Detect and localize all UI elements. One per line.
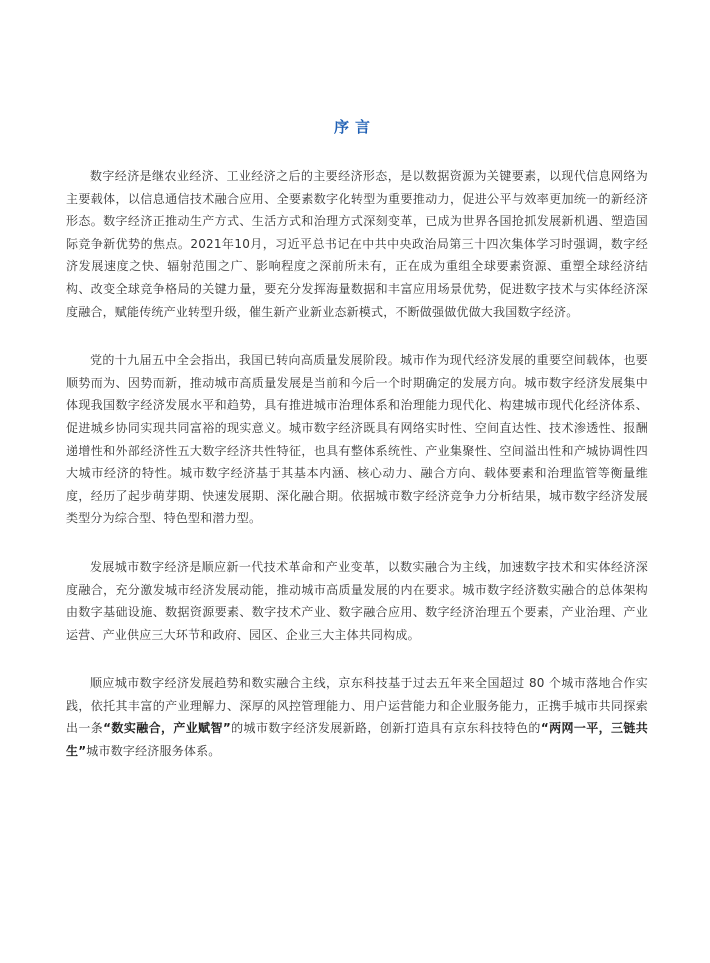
paragraph-4: [66, 672, 648, 762]
paragraph-2: 党的十九届五中全会指出，我国已转向高质量发展阶段。城市作为现代经济发展的重要空间载体，也要顺势而为、因势而新，推动城市高质量发展是当前和今后一个时期确定的发展方向。城市数字经济发展集中体现我国数字经济发展水平和趋势，具有推进城市治理体系和治理能力现代化、构建城市现代化经济体系、促进城乡协同实现共同富裕的现实意义。城市数字经济既具有网络实时性、空间直达性、技术渗透性、报酬递增性和外部经济性五大数字经济共性特征，也具有整体系统性、产业集聚性、空间溢出性和产城协调性四大城市经济的特性。城市数字经济基于其基本内涵、核心动力、融合方向、载体要素和治理监管等衡量维度，经历了起步萌芽期、快速发展期、深化融合期。依据城市数字经济竞争力分析结果，城市数字经济发展类型分为综合型、特色型和潜力型。: [66, 353, 648, 526]
document-body: [66, 165, 648, 789]
paragraph-4-text-after: 城市数字经济服务体系。: [86, 744, 221, 759]
page-title: 序言: [333, 118, 376, 136]
paragraph-4-emphasis-2: “两网一平，三链共生”: [66, 721, 648, 759]
paragraph-4-emphasis-1: “数实融合，产业赋智”: [103, 721, 231, 736]
paragraph-1: 数字经济是继农业经济、工业经济之后的主要经济形态，是以数据资源为关键要素，以现代信息网络为主要载体，以信息通信技术融合应用、全要素数字化转型为重要推动力，促进公平与效率更加统一的新经济形态。数字经济正推动生产方式、生活方式和治理方式深刻变革，已成为世界各国抢抓发展新机遇、塑造国际竞争新优势的焦点。2021年10月，习近平总书记在中共中央政治局第三十四次集体学习时强调，数字经济发展速度之快、辐射范围之广、影响程度之深前所未有，正在成为重组全球要素资源、重塑全球经济结构、改变全球竞争格局的关键力量，要充分发挥海量数据和丰富应用场景优势，促进数字技术与实体经济深度融合，赋能传统产业转型升级，催生新产业新业态新模式，不断做强做优做大我国数字经济。: [66, 169, 648, 319]
paragraph-4-text-middle: 的城市数字经济发展新路，创新打造具有京东科技特色的: [230, 721, 541, 736]
paragraph-4-text-before: 顺应城市数字经济发展趋势和数实融合主线，京东科技基于过去五年来全国超过 80 个城市落地合作实践，依托其丰富的产业理解力、深厚的风控管理能力、用户运营能力和企业服务能力，正携手城市共同探索出一条: [66, 676, 648, 736]
paragraph-3: 发展城市数字经济是顺应新一代技术革命和产业变革，以数实融合为主线，加速数字技术和实体经济深度融合，充分激发城市经济发展动能，推动城市高质量发展的内在要求。城市数字经济数实融合的总体架构由数字基础设施、数据资源要素、数字技术产业、数字融合应用、数字经济治理五个要素，产业治理、产业运营、产业供应三大环节和政府、园区、企业三大主体共同构成。: [66, 559, 648, 642]
